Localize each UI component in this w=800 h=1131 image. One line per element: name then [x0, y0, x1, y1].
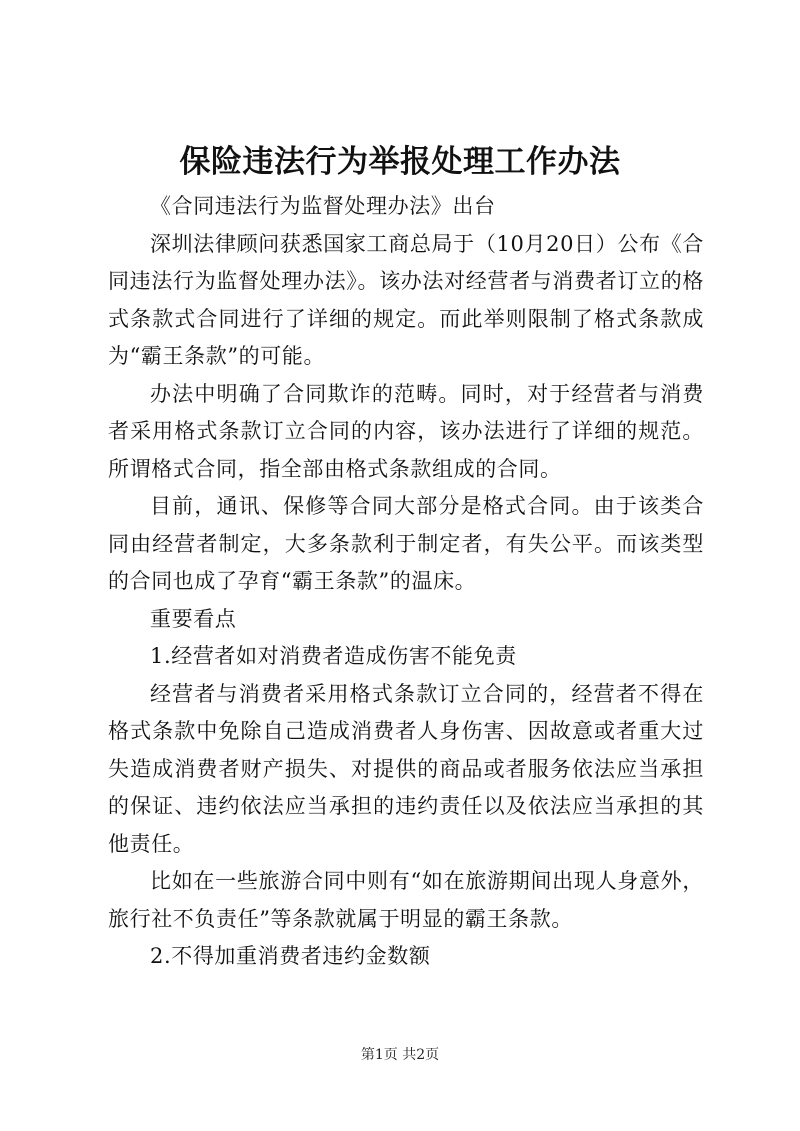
document-title: 保险违法行为举报处理工作办法 — [179, 144, 621, 180]
document-body — [108, 188, 704, 976]
list-heading: 2.不得加重消费者违约金数额 — [150, 944, 431, 968]
paragraph: 经营者与消费者采用格式条款订立合同的，经营者不得在格式条款中免除自己造成消费者人身伤害、因故意或者重大过失造成消费者财产损失、对提供的商品或者服务依法应当承担的保证、违约依法应当承担的违约责任以及依法应当承担的其他责任。 — [108, 681, 704, 856]
paragraph-subheading: 《合同违法行为监督处理办法》出台 — [150, 194, 496, 218]
list-heading: 1.经营者如对消费者造成伤害不能免责 — [150, 644, 517, 668]
page-number: 第1页 共2页 — [360, 1047, 440, 1063]
paragraph: 深圳法律顾问获悉国家工商总局于（10月20日）公布《合同违法行为监督处理办法》。该办法对经营者与消费者订立的格式条款式合同进行了详细的规定。而此举则限制了格式条款成为“霸王条款”的可能。 — [108, 231, 704, 368]
section-heading: 重要看点 — [150, 606, 237, 631]
paragraph: 办法中明确了合同欺诈的范畴。同时，对于经营者与消费者采用格式条款订立合同的内容，该办法进行了详细的规范。所谓格式合同，指全部由格式条款组成的合同。 — [108, 381, 704, 481]
paragraph: 目前，通讯、保修等合同大部分是格式合同。由于该类合同由经营者制定，大多条款利于制定者，有失公平。而该类型的合同也成了孕育“霸王条款”的温床。 — [108, 494, 704, 593]
paragraph: 比如在一些旅游合同中则有“如在旅游期间出现人身意外，旅行社不负责任”等条款就属于明显的霸王条款。 — [108, 869, 704, 931]
